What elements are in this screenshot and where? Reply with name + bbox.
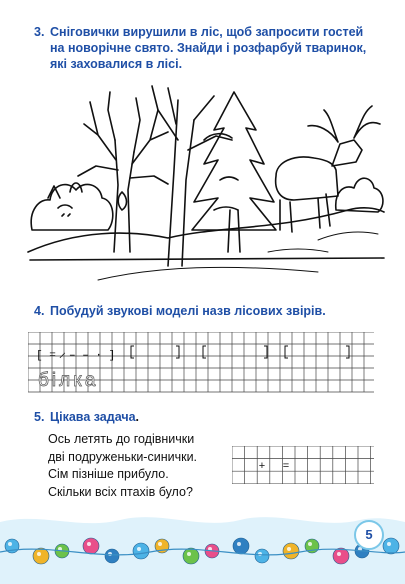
ornament-shine <box>87 542 91 546</box>
forest-coloring-illustration <box>18 80 388 292</box>
moose <box>276 106 380 232</box>
ornament-ball <box>283 543 299 559</box>
ornament-shine <box>137 547 141 551</box>
grid-lines <box>232 446 374 484</box>
task-5-title-text: Цікава задача <box>50 410 136 424</box>
ornament-ball <box>183 548 199 564</box>
ornament-shine <box>108 552 112 556</box>
ornament-shine <box>158 542 162 546</box>
task-5 <box>34 409 334 425</box>
sound-model-grid <box>28 332 374 394</box>
word-example-bilka: білка <box>38 370 99 391</box>
ornament-ball <box>105 549 119 563</box>
tall-tree-middle <box>152 86 232 266</box>
equals-sign: = <box>282 460 290 472</box>
ornament-shine <box>287 547 291 551</box>
ornament-ball <box>233 538 249 554</box>
ornament-ball <box>133 543 149 559</box>
task-4-text: Побудуй звукові моделі назв лісових звірів. <box>50 304 326 318</box>
task-5-title: Цікава задача. <box>50 410 140 424</box>
poem-line: Сім пізніше прибуло. <box>48 467 169 481</box>
task-3-number: 3. <box>34 25 45 39</box>
poem-text <box>48 431 248 501</box>
sound-model-example: [ = ̷ – – · ] <box>36 350 116 362</box>
ornament-shine <box>187 552 191 556</box>
task-4-number: 4. <box>34 304 45 318</box>
equation-grid <box>232 446 374 484</box>
poem-line: Скільки всіх птахів було? <box>48 484 193 499</box>
task-3 <box>34 24 374 72</box>
plus-sign: + <box>258 460 266 472</box>
ornament-ball <box>33 548 49 564</box>
ornament-shine <box>308 542 312 546</box>
ornament-ball <box>333 548 349 564</box>
task-4 <box>34 303 374 319</box>
ornament-ball <box>255 549 269 563</box>
page-number: 5 <box>354 520 384 550</box>
poem-line: дві подруженьки-синички. <box>48 449 198 464</box>
ornament-shine <box>8 542 12 546</box>
task-5-number: 5. <box>34 410 45 424</box>
ornament-shine <box>237 542 241 546</box>
bush-right <box>336 178 383 212</box>
poem-line: Ось летять до годівнички <box>48 432 195 446</box>
ornament-shine <box>337 552 341 556</box>
ornament-shine <box>258 552 262 556</box>
snow-ground-bottom <box>30 258 384 260</box>
ornament-ball <box>83 538 99 554</box>
ornament-shine <box>387 542 391 546</box>
bush-left-with-wolf <box>31 183 113 230</box>
task-3-text: Сніговички вирушили в ліс, щоб запросити гостей на новорічне свято. Знайди і розфарбуй тваринок, які заховалися в лісі. <box>50 25 367 71</box>
festive-garland-border <box>0 512 405 584</box>
ornament-ball <box>383 538 399 554</box>
ornament-shine <box>37 552 41 556</box>
bare-tree-left <box>78 92 168 252</box>
